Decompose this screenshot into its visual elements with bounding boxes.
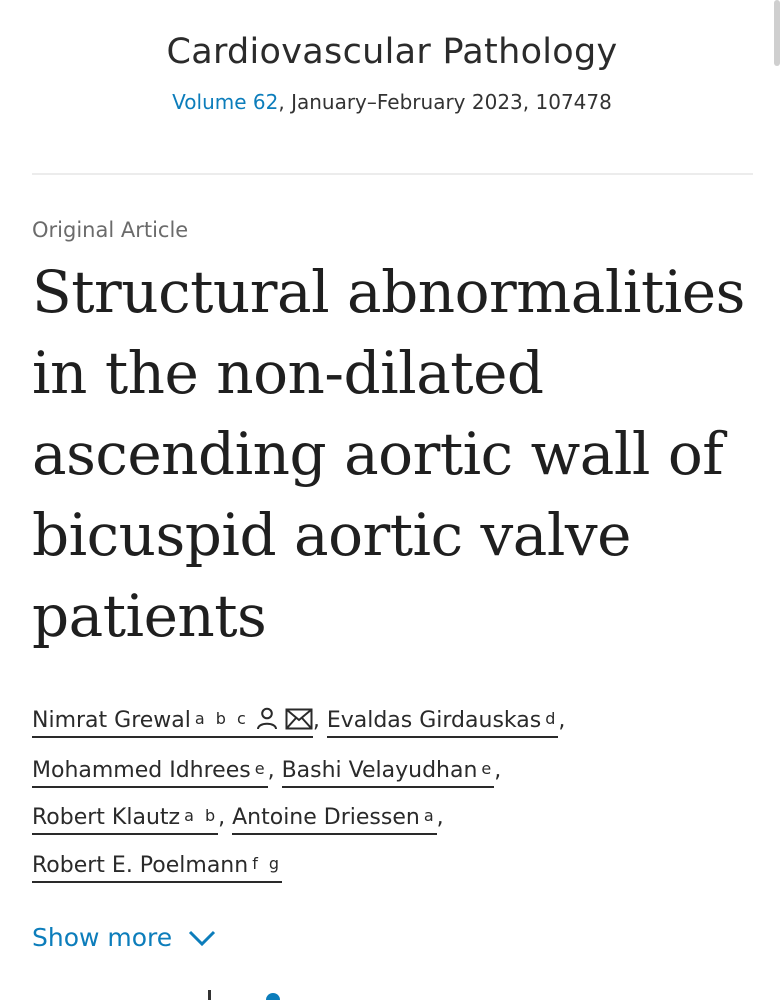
author-link[interactable] (327, 708, 559, 738)
author-link[interactable] (32, 708, 313, 738)
author-separator: , (218, 805, 226, 830)
author-list (32, 698, 752, 890)
show-more-button[interactable] (32, 918, 216, 958)
person-icon[interactable] (255, 701, 279, 748)
journal-title-link[interactable]: Cardiovascular Pathology (166, 32, 618, 72)
author-link[interactable] (32, 758, 268, 788)
author-affiliations: f g (252, 853, 283, 873)
article-type-label: Original Article (32, 218, 189, 242)
header-divider (32, 173, 753, 175)
author-name: Bashi Velayudhan (281, 757, 478, 783)
author-affiliations: a b c (194, 709, 249, 728)
volume-link[interactable]: Volume 62 (172, 90, 279, 114)
author-name: Robert E. Poelmann (32, 852, 249, 878)
author-separator: , (267, 757, 275, 783)
author-link[interactable] (232, 805, 437, 835)
author-affiliations: e (481, 758, 495, 778)
author-affiliations: a (423, 806, 437, 825)
author-name: Antoine Driessen (232, 805, 420, 830)
show-more-label: Show more (32, 923, 173, 952)
author-link[interactable] (32, 805, 218, 835)
author-name: Mohammed Idhrees (32, 757, 251, 783)
author-separator: , (436, 805, 444, 830)
author-name: Nimrat Grewal (32, 708, 191, 733)
divider-fragment (208, 990, 211, 1000)
author-name: Evaldas Girdauskas (326, 708, 542, 733)
author-affiliations: d (545, 709, 559, 728)
author-link[interactable] (282, 758, 495, 788)
author-affiliations: a b (184, 806, 219, 825)
partial-icon[interactable] (266, 993, 280, 1000)
author-separator: , (494, 757, 502, 783)
email-icon[interactable] (285, 701, 313, 748)
chevron-down-icon (188, 929, 216, 947)
issue-details: , January–February 2023, 107478 (278, 90, 612, 114)
author-link[interactable] (32, 853, 282, 883)
author-separator: , (312, 708, 320, 733)
author-separator: , (558, 708, 566, 733)
author-affiliations: e (254, 758, 268, 778)
journal-header (0, 26, 784, 116)
article-title: Structural abnormalities in the non-dilated ascending aortic wall of bicuspid aortic valve patients (32, 258, 745, 650)
author-name: Robert Klautz (32, 805, 181, 830)
issue-info (0, 88, 784, 116)
